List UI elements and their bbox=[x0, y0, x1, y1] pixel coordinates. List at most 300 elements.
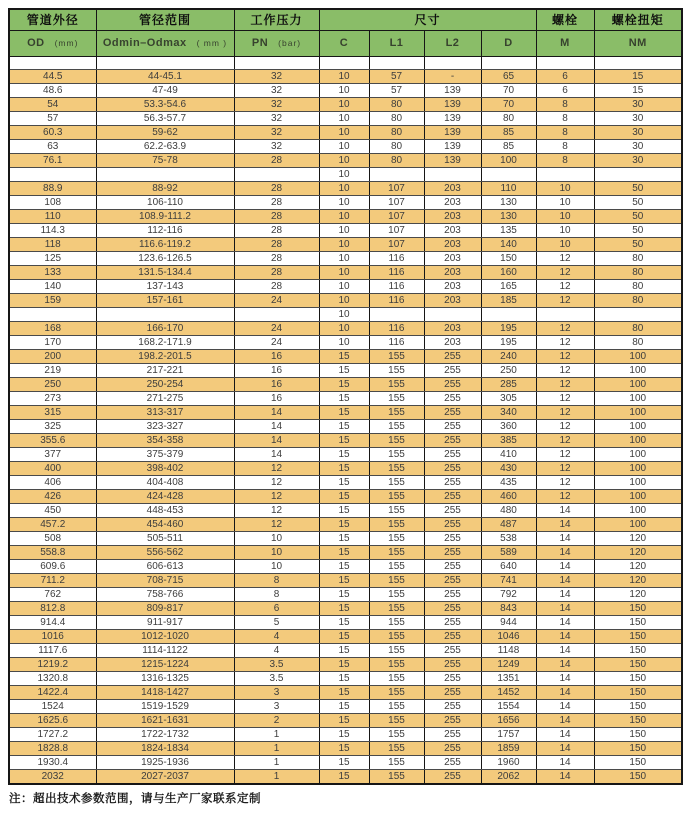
table-cell bbox=[536, 307, 594, 321]
table-cell: 195 bbox=[481, 335, 536, 349]
table-cell: 424-428 bbox=[96, 489, 234, 503]
table-cell: 137-143 bbox=[96, 279, 234, 293]
table-cell: 28 bbox=[234, 265, 319, 279]
table-cell bbox=[234, 167, 319, 181]
table-cell: 32 bbox=[234, 111, 319, 125]
table-cell: 200 bbox=[9, 349, 96, 363]
table-cell bbox=[481, 307, 536, 321]
table-cell: 100 bbox=[594, 475, 682, 489]
table-cell: 15 bbox=[319, 657, 369, 671]
table-cell: 155 bbox=[369, 685, 424, 699]
table-cell: 28 bbox=[234, 209, 319, 223]
table-cell: 139 bbox=[424, 139, 481, 153]
table-cell: 14 bbox=[536, 699, 594, 713]
table-cell: 15 bbox=[319, 573, 369, 587]
table-cell: 1114-1122 bbox=[96, 643, 234, 657]
table-cell: 155 bbox=[369, 405, 424, 419]
table-cell: 85 bbox=[481, 125, 536, 139]
table-cell: 354-358 bbox=[96, 433, 234, 447]
table-cell: 100 bbox=[594, 391, 682, 405]
table-cell: 150 bbox=[594, 727, 682, 741]
table-cell: 16 bbox=[234, 391, 319, 405]
table-cell: 100 bbox=[594, 447, 682, 461]
table-cell: 448-453 bbox=[96, 503, 234, 517]
table-cell: 120 bbox=[594, 573, 682, 587]
table-cell: 911-917 bbox=[96, 615, 234, 629]
table-cell: 155 bbox=[369, 377, 424, 391]
table-cell: 255 bbox=[424, 377, 481, 391]
table-cell: 155 bbox=[369, 489, 424, 503]
table-body bbox=[9, 56, 682, 784]
column-header-m bbox=[536, 30, 594, 56]
header-code: NM bbox=[628, 37, 647, 49]
table-cell: 255 bbox=[424, 461, 481, 475]
table-cell: 116 bbox=[369, 293, 424, 307]
table-cell: 12 bbox=[536, 321, 594, 335]
table-cell: 5 bbox=[234, 615, 319, 629]
table-cell: 155 bbox=[369, 531, 424, 545]
table-cell: 14 bbox=[234, 419, 319, 433]
table-cell bbox=[96, 307, 234, 321]
table-cell: 1757 bbox=[481, 727, 536, 741]
table-cell: 10 bbox=[536, 195, 594, 209]
table-cell: 100 bbox=[594, 349, 682, 363]
table-cell: 255 bbox=[424, 503, 481, 517]
table-header bbox=[9, 9, 682, 56]
table-cell: 14 bbox=[536, 755, 594, 769]
table-cell: 15 bbox=[319, 615, 369, 629]
table-cell: 15 bbox=[319, 349, 369, 363]
table-row bbox=[9, 699, 682, 713]
table-cell: 155 bbox=[369, 419, 424, 433]
table-cell: 400 bbox=[9, 461, 96, 475]
table-cell: 15 bbox=[319, 503, 369, 517]
table-cell: 150 bbox=[594, 629, 682, 643]
table-cell: 47-49 bbox=[96, 83, 234, 97]
table-cell: 155 bbox=[369, 699, 424, 713]
table-cell: 10 bbox=[319, 223, 369, 237]
column-header-odmin-odmax bbox=[96, 30, 234, 56]
table-cell: 12 bbox=[234, 489, 319, 503]
table-cell: 1316-1325 bbox=[96, 671, 234, 685]
table-cell: 155 bbox=[369, 601, 424, 615]
table-cell bbox=[594, 167, 682, 181]
column-header-l1 bbox=[369, 30, 424, 56]
table-cell: 155 bbox=[369, 475, 424, 489]
header-code: L2 bbox=[445, 37, 460, 49]
table-cell: 15 bbox=[319, 377, 369, 391]
table-cell: 198.2-201.5 bbox=[96, 349, 234, 363]
table-cell: 255 bbox=[424, 769, 481, 784]
table-cell: 88.9 bbox=[9, 181, 96, 195]
table-row bbox=[9, 125, 682, 139]
table-cell: 809-817 bbox=[96, 601, 234, 615]
table-cell: 10 bbox=[319, 335, 369, 349]
table-row bbox=[9, 741, 682, 755]
table-cell: 10 bbox=[319, 167, 369, 181]
table-cell: 10 bbox=[319, 181, 369, 195]
table-cell: 219 bbox=[9, 363, 96, 377]
table-cell: 155 bbox=[369, 349, 424, 363]
table-cell: 12 bbox=[536, 293, 594, 307]
table-cell: 255 bbox=[424, 699, 481, 713]
header-group-row bbox=[9, 9, 682, 30]
table-cell: 15 bbox=[319, 405, 369, 419]
table-row bbox=[9, 671, 682, 685]
table-cell: 203 bbox=[424, 237, 481, 251]
table-cell: 100 bbox=[594, 405, 682, 419]
table-row bbox=[9, 573, 682, 587]
table-cell: 203 bbox=[424, 181, 481, 195]
table-cell: 1925-1936 bbox=[96, 755, 234, 769]
table-cell: 12 bbox=[536, 251, 594, 265]
table-cell: 110 bbox=[9, 209, 96, 223]
table-cell: 250 bbox=[9, 377, 96, 391]
table-cell: 60.3 bbox=[9, 125, 96, 139]
table-cell bbox=[369, 307, 424, 321]
table-cell: 1148 bbox=[481, 643, 536, 657]
table-cell bbox=[594, 307, 682, 321]
table-cell: 1656 bbox=[481, 713, 536, 727]
table-cell: 116 bbox=[369, 321, 424, 335]
table-cell: 139 bbox=[424, 111, 481, 125]
table-cell: 14 bbox=[536, 685, 594, 699]
column-group-bolt-torque: 螺栓扭矩 bbox=[594, 9, 682, 30]
table-cell: 155 bbox=[369, 545, 424, 559]
table-cell: 1 bbox=[234, 755, 319, 769]
table-cell: 285 bbox=[481, 377, 536, 391]
table-cell: 255 bbox=[424, 433, 481, 447]
table-row bbox=[9, 307, 682, 321]
table-cell bbox=[369, 167, 424, 181]
table-cell: 150 bbox=[594, 699, 682, 713]
table-cell: 59-62 bbox=[96, 125, 234, 139]
table-cell: 155 bbox=[369, 517, 424, 531]
table-cell bbox=[96, 167, 234, 181]
table-cell: 255 bbox=[424, 587, 481, 601]
table-row bbox=[9, 195, 682, 209]
table-row bbox=[9, 517, 682, 531]
table-cell: 15 bbox=[319, 685, 369, 699]
table-cell: 150 bbox=[594, 755, 682, 769]
table-cell: 14 bbox=[536, 741, 594, 755]
table-cell: 100 bbox=[594, 363, 682, 377]
table-cell: 325 bbox=[9, 419, 96, 433]
table-cell bbox=[234, 307, 319, 321]
table-cell: 100 bbox=[594, 461, 682, 475]
table-cell: 30 bbox=[594, 97, 682, 111]
table-row bbox=[9, 321, 682, 335]
table-cell: 385 bbox=[481, 433, 536, 447]
table-cell: 155 bbox=[369, 447, 424, 461]
table-cell: 1117.6 bbox=[9, 643, 96, 657]
table-cell: 741 bbox=[481, 573, 536, 587]
table-cell: 1859 bbox=[481, 741, 536, 755]
table-cell: 10 bbox=[234, 559, 319, 573]
table-cell: 15 bbox=[319, 727, 369, 741]
table-cell: 75-78 bbox=[96, 153, 234, 167]
table-cell: 56.3-57.7 bbox=[96, 111, 234, 125]
table-cell: 106-110 bbox=[96, 195, 234, 209]
table-cell: 85 bbox=[481, 139, 536, 153]
table-cell: 305 bbox=[481, 391, 536, 405]
table-cell: 28 bbox=[234, 195, 319, 209]
table-cell: 57 bbox=[369, 69, 424, 83]
table-row bbox=[9, 139, 682, 153]
table-cell: 6 bbox=[536, 83, 594, 97]
table-cell: 8 bbox=[536, 97, 594, 111]
table-row bbox=[9, 279, 682, 293]
table-cell: 203 bbox=[424, 293, 481, 307]
table-cell: 457.2 bbox=[9, 517, 96, 531]
table-cell: 3 bbox=[234, 685, 319, 699]
table-cell: 1249 bbox=[481, 657, 536, 671]
table-cell: 168.2-171.9 bbox=[96, 335, 234, 349]
table-cell: 1 bbox=[234, 727, 319, 741]
table-cell: 2027-2037 bbox=[96, 769, 234, 784]
table-cell: 558.8 bbox=[9, 545, 96, 559]
column-header-nm bbox=[594, 30, 682, 56]
table-cell: 150 bbox=[594, 657, 682, 671]
table-cell bbox=[9, 56, 96, 69]
table-row bbox=[9, 265, 682, 279]
table-cell: 12 bbox=[536, 363, 594, 377]
table-cell: 426 bbox=[9, 489, 96, 503]
table-cell: 460 bbox=[481, 489, 536, 503]
table-cell bbox=[319, 56, 369, 69]
table-cell: 1930.4 bbox=[9, 755, 96, 769]
table-cell: 10 bbox=[234, 545, 319, 559]
table-cell: 14 bbox=[536, 573, 594, 587]
table-cell: 255 bbox=[424, 643, 481, 657]
table-cell: 139 bbox=[424, 97, 481, 111]
table-cell: 8 bbox=[234, 587, 319, 601]
table-cell: 255 bbox=[424, 447, 481, 461]
table-row bbox=[9, 587, 682, 601]
table-cell: 255 bbox=[424, 755, 481, 769]
table-cell: 80 bbox=[481, 111, 536, 125]
table-cell: 155 bbox=[369, 629, 424, 643]
table-cell: 15 bbox=[319, 475, 369, 489]
table-cell: 758-766 bbox=[96, 587, 234, 601]
table-cell: 28 bbox=[234, 223, 319, 237]
table-cell: 150 bbox=[594, 741, 682, 755]
table-cell: 15 bbox=[319, 461, 369, 475]
header-sub-row bbox=[9, 30, 682, 56]
table-cell bbox=[96, 56, 234, 69]
table-cell: 255 bbox=[424, 629, 481, 643]
table-cell: 32 bbox=[234, 83, 319, 97]
table-cell: 14 bbox=[536, 587, 594, 601]
table-cell bbox=[424, 307, 481, 321]
table-cell: 430 bbox=[481, 461, 536, 475]
table-cell: 107 bbox=[369, 209, 424, 223]
table-cell: 28 bbox=[234, 237, 319, 251]
table-cell bbox=[9, 307, 96, 321]
table-cell: 6 bbox=[234, 601, 319, 615]
column-header-pn bbox=[234, 30, 319, 56]
table-cell: 70 bbox=[481, 83, 536, 97]
header-code: Odmin–Odmax bbox=[102, 37, 187, 49]
table-cell: 118 bbox=[9, 237, 96, 251]
table-cell: 44.5 bbox=[9, 69, 96, 83]
table-cell: 1418-1427 bbox=[96, 685, 234, 699]
table-row bbox=[9, 97, 682, 111]
table-cell: 273 bbox=[9, 391, 96, 405]
table-cell: 63 bbox=[9, 139, 96, 153]
table-cell: 155 bbox=[369, 503, 424, 517]
table-cell: 116 bbox=[369, 335, 424, 349]
table-cell: 80 bbox=[369, 139, 424, 153]
table-row bbox=[9, 503, 682, 517]
table-cell: 708-715 bbox=[96, 573, 234, 587]
table-cell: 1960 bbox=[481, 755, 536, 769]
header-code: D bbox=[504, 37, 513, 49]
table-cell: 14 bbox=[536, 601, 594, 615]
table-cell: 12 bbox=[536, 475, 594, 489]
table-cell: 10 bbox=[319, 125, 369, 139]
table-cell: 155 bbox=[369, 559, 424, 573]
table-cell: 271-275 bbox=[96, 391, 234, 405]
table-cell: 14 bbox=[234, 405, 319, 419]
table-cell: 76.1 bbox=[9, 153, 96, 167]
table-cell: 14 bbox=[536, 531, 594, 545]
table-cell: 80 bbox=[594, 279, 682, 293]
table-cell: 15 bbox=[319, 699, 369, 713]
table-row bbox=[9, 377, 682, 391]
table-cell: 14 bbox=[536, 629, 594, 643]
table-cell: 24 bbox=[234, 335, 319, 349]
table-cell: 150 bbox=[594, 713, 682, 727]
header-unit: (mm) bbox=[54, 38, 79, 48]
table-cell: 131.5-134.4 bbox=[96, 265, 234, 279]
table-cell: 150 bbox=[594, 671, 682, 685]
column-header-l2 bbox=[424, 30, 481, 56]
table-cell: 195 bbox=[481, 321, 536, 335]
table-cell: 50 bbox=[594, 223, 682, 237]
table-cell: 123.6-126.5 bbox=[96, 251, 234, 265]
table-cell: 116 bbox=[369, 279, 424, 293]
table-cell: 255 bbox=[424, 615, 481, 629]
table-cell: 100 bbox=[594, 419, 682, 433]
table-cell: 711.2 bbox=[9, 573, 96, 587]
table-cell: 762 bbox=[9, 587, 96, 601]
table-cell: 1824-1834 bbox=[96, 741, 234, 755]
table-cell: 12 bbox=[536, 265, 594, 279]
footnote: 注：超出技术参数范围，请与生产厂家联系定制 bbox=[9, 792, 261, 805]
table-cell: 15 bbox=[319, 391, 369, 405]
table-cell: 8 bbox=[536, 125, 594, 139]
table-cell: 10 bbox=[319, 279, 369, 293]
table-cell: 1727.2 bbox=[9, 727, 96, 741]
table-cell: 12 bbox=[234, 461, 319, 475]
table-cell: 487 bbox=[481, 517, 536, 531]
table-cell: 250-254 bbox=[96, 377, 234, 391]
header-code: L1 bbox=[389, 37, 404, 49]
header-code: C bbox=[339, 37, 349, 49]
column-group-dimensions: 尺寸 bbox=[319, 9, 536, 30]
table-row bbox=[9, 83, 682, 97]
table-cell: 3.5 bbox=[234, 671, 319, 685]
table-cell: 10 bbox=[319, 293, 369, 307]
table-row bbox=[9, 643, 682, 657]
table-row bbox=[9, 69, 682, 83]
table-cell: 250 bbox=[481, 363, 536, 377]
table-row bbox=[9, 531, 682, 545]
table-cell: 10 bbox=[319, 265, 369, 279]
table-cell: 8 bbox=[536, 153, 594, 167]
table-row bbox=[9, 167, 682, 181]
table-cell: 15 bbox=[319, 363, 369, 377]
table-cell: 80 bbox=[594, 251, 682, 265]
table-cell: 3.5 bbox=[234, 657, 319, 671]
table-cell: 255 bbox=[424, 419, 481, 433]
table-cell: 139 bbox=[424, 125, 481, 139]
table-cell: 155 bbox=[369, 727, 424, 741]
table-cell: 28 bbox=[234, 279, 319, 293]
table-cell: 80 bbox=[594, 321, 682, 335]
table-cell: 323-327 bbox=[96, 419, 234, 433]
table-row bbox=[9, 153, 682, 167]
table-cell: 130 bbox=[481, 209, 536, 223]
table-row bbox=[9, 433, 682, 447]
table-cell bbox=[424, 56, 481, 69]
table-row bbox=[9, 209, 682, 223]
table-cell: 50 bbox=[594, 181, 682, 195]
table-cell: 14 bbox=[536, 545, 594, 559]
column-header-c bbox=[319, 30, 369, 56]
table-cell: - bbox=[424, 69, 481, 83]
table-cell bbox=[536, 167, 594, 181]
table-cell: 139 bbox=[424, 83, 481, 97]
table-cell: 155 bbox=[369, 713, 424, 727]
table-row bbox=[9, 601, 682, 615]
table-cell: 10 bbox=[319, 139, 369, 153]
table-cell: 120 bbox=[594, 531, 682, 545]
table-cell: 107 bbox=[369, 237, 424, 251]
table-cell: 100 bbox=[594, 517, 682, 531]
table-cell: 135 bbox=[481, 223, 536, 237]
table-cell: 50 bbox=[594, 237, 682, 251]
table-cell: 150 bbox=[594, 643, 682, 657]
table-cell: 12 bbox=[536, 377, 594, 391]
table-cell: 255 bbox=[424, 727, 481, 741]
table-cell: 2032 bbox=[9, 769, 96, 784]
table-cell: 12 bbox=[234, 475, 319, 489]
table-cell: 140 bbox=[481, 237, 536, 251]
table-cell: 1012-1020 bbox=[96, 629, 234, 643]
table-cell: 203 bbox=[424, 223, 481, 237]
table-cell: 398-402 bbox=[96, 461, 234, 475]
table-cell: 203 bbox=[424, 335, 481, 349]
table-cell: 255 bbox=[424, 601, 481, 615]
table-cell: 48.6 bbox=[9, 83, 96, 97]
table-cell: 556-562 bbox=[96, 545, 234, 559]
table-cell: 120 bbox=[594, 587, 682, 601]
table-cell: 28 bbox=[234, 251, 319, 265]
table-cell: 255 bbox=[424, 713, 481, 727]
table-cell: 12 bbox=[536, 461, 594, 475]
table-cell: 944 bbox=[481, 615, 536, 629]
table-cell: 88-92 bbox=[96, 181, 234, 195]
table-cell: 375-379 bbox=[96, 447, 234, 461]
table-cell: 155 bbox=[369, 391, 424, 405]
table-cell: 14 bbox=[536, 643, 594, 657]
table-cell: 1 bbox=[234, 741, 319, 755]
table-cell: 240 bbox=[481, 349, 536, 363]
table-row bbox=[9, 545, 682, 559]
table-cell bbox=[481, 56, 536, 69]
